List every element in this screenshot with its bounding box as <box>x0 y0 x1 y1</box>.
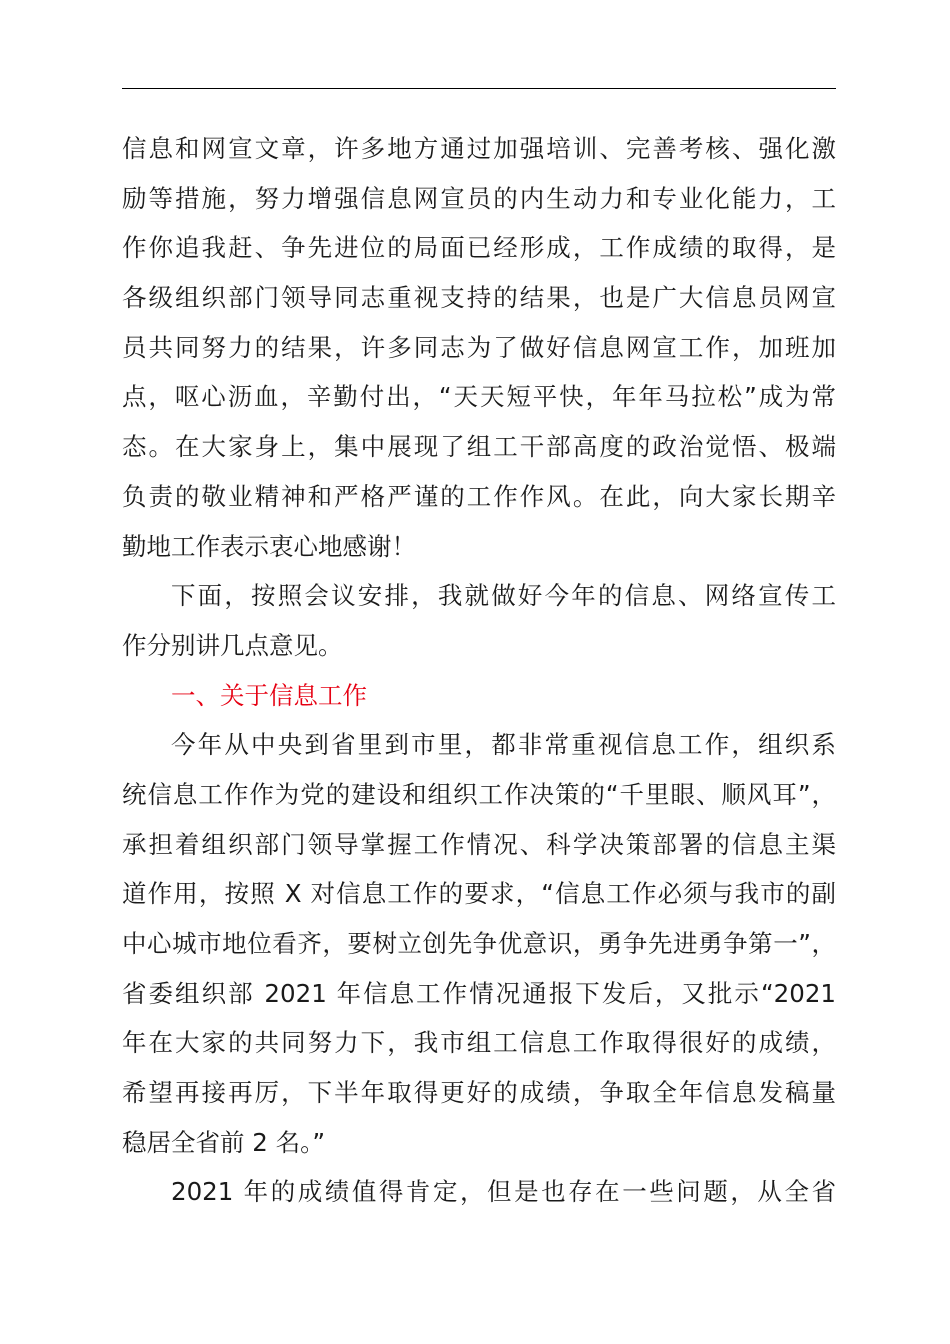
text-line: 负责的敬业精神和严格严谨的工作作风。在此，向大家长期辛 <box>122 481 836 511</box>
text-line: 点，呕心沥血，辛勤付出，“天天短平快，年年马拉松”成为常 <box>122 382 836 412</box>
text-line: 作分别讲几点意见。 <box>122 630 343 660</box>
text-line: 中心城市地位看齐，要树立创先争优意识，勇争先进勇争第一”， <box>122 929 836 958</box>
paragraph-info-work <box>122 720 836 1167</box>
text-line: 稳居全省前 2 名。” <box>122 1127 326 1157</box>
text-line: 今年从中央到省里到市里，都非常重视信息工作，组织系 <box>171 730 836 760</box>
text-line: 勤地工作表示衷心地感谢！ <box>122 531 416 561</box>
section-heading: 一、关于信息工作 <box>171 680 367 710</box>
paragraph-continued <box>122 124 836 571</box>
text-line: 作你追我赶、争先进位的局面已经形成，工作成绩的取得，是 <box>122 233 836 263</box>
text-line: 态。在大家身上，集中展现了组工干部高度的政治觉悟、极端 <box>122 432 836 462</box>
text-line: 统信息工作作为党的建设和组织工作决策的“千里眼、顺风耳”， <box>122 779 836 809</box>
document-body <box>122 124 836 1217</box>
paragraph-2021 <box>122 1167 836 1217</box>
text-line: 各级组织部门领导同志重视支持的结果，也是广大信息员网宣 <box>122 283 836 313</box>
header-rule <box>122 88 836 89</box>
text-line: 道作用，按照 X 对信息工作的要求，“信息工作必须与我市的副 <box>122 879 836 909</box>
text-line: 励等措施，努力增强信息网宣员的内生动力和专业化能力，工 <box>122 183 836 213</box>
text-line: 信息和网宣文章，许多地方通过加强培训、完善考核、强化激 <box>122 134 836 163</box>
text-line: 年在大家的共同努力下，我市组工信息工作取得很好的成绩， <box>122 1028 836 1058</box>
text-line: 承担着组织部门领导掌握工作情况、科学决策部署的信息主渠 <box>122 829 836 859</box>
text-line: 下面，按照会议安排，我就做好今年的信息、网络宣传工 <box>171 581 836 611</box>
text-line: 希望再接再厉，下半年取得更好的成绩，争取全年信息发稿量 <box>122 1078 836 1108</box>
text-line: 2021 年的成绩值得肯定，但是也存在一些问题，从全省 <box>171 1177 836 1207</box>
text-line: 员共同努力的结果，许多同志为了做好信息网宣工作，加班加 <box>122 332 836 362</box>
text-line: 省委组织部 2021 年信息工作情况通报下发后，又批示“2021 <box>122 978 836 1008</box>
paragraph-intro <box>122 571 836 670</box>
